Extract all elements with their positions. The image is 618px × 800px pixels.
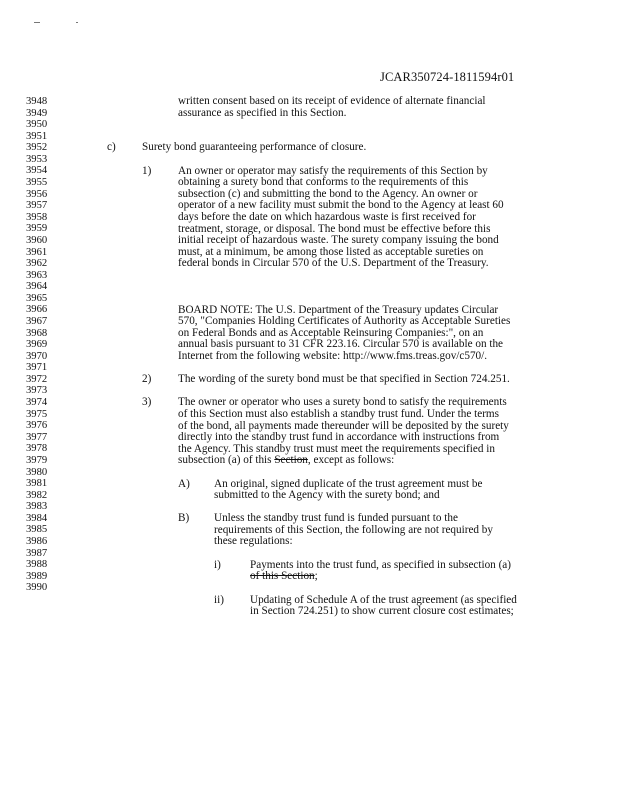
- document-id: JCAR350724-1811594r01: [380, 70, 515, 84]
- line-number: 3984: [26, 512, 48, 524]
- line-number: 3959: [26, 223, 48, 235]
- text-line: on Federal Bonds and as Acceptable Reinsuring Companies:", on an: [178, 326, 484, 339]
- line-number: 3949: [26, 107, 48, 119]
- line-number: 3985: [26, 524, 48, 536]
- text-line: of this Section must also establish a standby trust fund. Under the terms: [178, 407, 499, 420]
- scan-mark-right: [76, 22, 78, 23]
- text-line: requirements of this Section, the following are not required by: [214, 523, 493, 536]
- text-line: Payments into the trust fund, as specified in subsection (a): [250, 558, 511, 571]
- item-3-label: 3): [142, 396, 152, 409]
- line-number: 3965: [26, 292, 48, 304]
- continuation-paragraph: [178, 96, 538, 119]
- line-number: 3957: [26, 200, 48, 212]
- text-line: of the bond, all payments made thereunder will be deposited by the surety: [178, 419, 509, 432]
- text-line: days before the date on which hazardous waste is first received for: [178, 210, 476, 223]
- line-number: 3986: [26, 535, 48, 547]
- text-line: BOARD NOTE: The U.S. Department of the Treasury updates Circular: [178, 303, 499, 316]
- item-b-label: B): [178, 512, 190, 525]
- item-a-label: A): [178, 477, 190, 490]
- line-number: 3955: [26, 177, 48, 189]
- text-segment: , except as follows:: [307, 454, 395, 467]
- line-number: 3975: [26, 408, 48, 420]
- item-i-text: [250, 560, 550, 583]
- line-number: 3962: [26, 258, 48, 270]
- item-b-text: [214, 513, 544, 548]
- line-number: 3948: [26, 96, 48, 107]
- item-2-text: The wording of the surety bond must be that specified in Section 724.251.: [178, 373, 510, 386]
- line-number: 3989: [26, 570, 48, 582]
- text-line: An owner or operator may satisfy the requirements of this Section by: [178, 164, 488, 177]
- line-number: 3952: [26, 142, 48, 154]
- text-line: An original, signed duplicate of the trust agreement must be: [214, 477, 483, 490]
- line-number: 3982: [26, 489, 48, 501]
- line-number: 3950: [26, 119, 48, 131]
- line-number: 3981: [26, 478, 48, 490]
- text-line: The owner or operator who uses a surety bond to satisfy the requirements: [178, 396, 507, 409]
- item-ii-text: [250, 595, 550, 618]
- text-line: in Section 724.251) to show current closure cost estimates;: [250, 605, 514, 618]
- text-line: treatment, storage, or disposal. The bond must be effective before this: [178, 222, 491, 235]
- line-number: 3953: [26, 153, 48, 165]
- line-number: 3956: [26, 188, 48, 200]
- item-2-label: 2): [142, 373, 152, 386]
- text-line: 570, "Companies Holding Certificates of Authority as Acceptable Sureties: [178, 315, 511, 328]
- line-number: 3974: [26, 397, 48, 409]
- line-number: 3951: [26, 130, 48, 142]
- line-number: 3972: [26, 373, 48, 385]
- text-segment: subsection (a) of this: [178, 454, 275, 467]
- text-line: assurance as specified in this Section.: [178, 106, 347, 119]
- line-number: 3970: [26, 350, 48, 362]
- line-number: 3973: [26, 385, 48, 397]
- item-ii-label: ii): [214, 593, 224, 606]
- item-1-text: [178, 166, 548, 270]
- line-number: 3990: [26, 582, 48, 594]
- line-number: 3963: [26, 269, 48, 281]
- line-number: 3969: [26, 339, 48, 351]
- line-number: 3960: [26, 234, 48, 246]
- text-segment: ;: [314, 570, 318, 583]
- line-number: 3964: [26, 281, 48, 293]
- item-1-label: 1): [142, 164, 152, 177]
- line-number: 3967: [26, 315, 48, 327]
- text-line: annual basis pursuant to 31 CFR 223.16. Circular 570 is available on the: [178, 338, 504, 351]
- text-line: these regulations:: [214, 535, 293, 548]
- line-number: 3983: [26, 501, 48, 513]
- item-3-text: [178, 397, 548, 467]
- struck-text: of this Section: [250, 570, 315, 583]
- text-line: obtaining a surety bond that conforms to the requirements of this: [178, 176, 469, 189]
- line-number: 3968: [26, 327, 48, 339]
- text-line: written consent based on its receipt of evidence of alternate financial: [178, 95, 486, 107]
- text-line: Internet from the following website: http://www.fms.treas.gov/c570/.: [178, 350, 488, 363]
- line-number: 3988: [26, 559, 48, 571]
- section-c-label: c): [107, 141, 116, 154]
- line-number: 3987: [26, 547, 48, 559]
- line-number: 3971: [26, 362, 48, 374]
- text-line: operator of a new facility must submit the bond to the Agency at least 60: [178, 199, 504, 212]
- board-note: [178, 305, 548, 363]
- line-number: 3966: [26, 304, 48, 316]
- item-i-label: i): [214, 558, 221, 571]
- line-number: 3958: [26, 211, 48, 223]
- section-c-title: Surety bond guaranteeing performance of closure.: [142, 141, 367, 154]
- text-line: [178, 455, 548, 467]
- text-line: initial receipt of hazardous waste. The surety company issuing the bond: [178, 234, 499, 247]
- line-number: 3980: [26, 466, 48, 478]
- text-line: [250, 571, 550, 583]
- line-number: 3977: [26, 431, 48, 443]
- struck-text: Section: [274, 454, 308, 467]
- line-number: 3978: [26, 443, 48, 455]
- line-number-column: [26, 96, 76, 594]
- line-number: 3961: [26, 246, 48, 258]
- text-line: federal bonds in Circular 570 of the U.S. Department of the Treasury.: [178, 257, 489, 270]
- text-line: Updating of Schedule A of the trust agreement (as specified: [250, 593, 517, 606]
- item-a-text: [214, 479, 544, 502]
- text-line: Unless the standby trust fund is funded pursuant to the: [214, 512, 458, 525]
- scan-mark-left: [34, 22, 40, 23]
- text-line: subsection (c) and submitting the bond to the Agency. An owner or: [178, 187, 478, 200]
- text-line: directly into the standby trust fund in accordance with instructions from: [178, 431, 500, 444]
- line-number: 3976: [26, 420, 48, 432]
- text-line: submitted to the Agency with the surety bond; and: [214, 489, 440, 502]
- line-number: 3954: [26, 165, 48, 177]
- text-line: the Agency. This standby trust must meet the requirements specified in: [178, 442, 495, 455]
- text-line: must, at a minimum, be among those listed as acceptable sureties on: [178, 245, 484, 258]
- line-number: 3979: [26, 454, 48, 466]
